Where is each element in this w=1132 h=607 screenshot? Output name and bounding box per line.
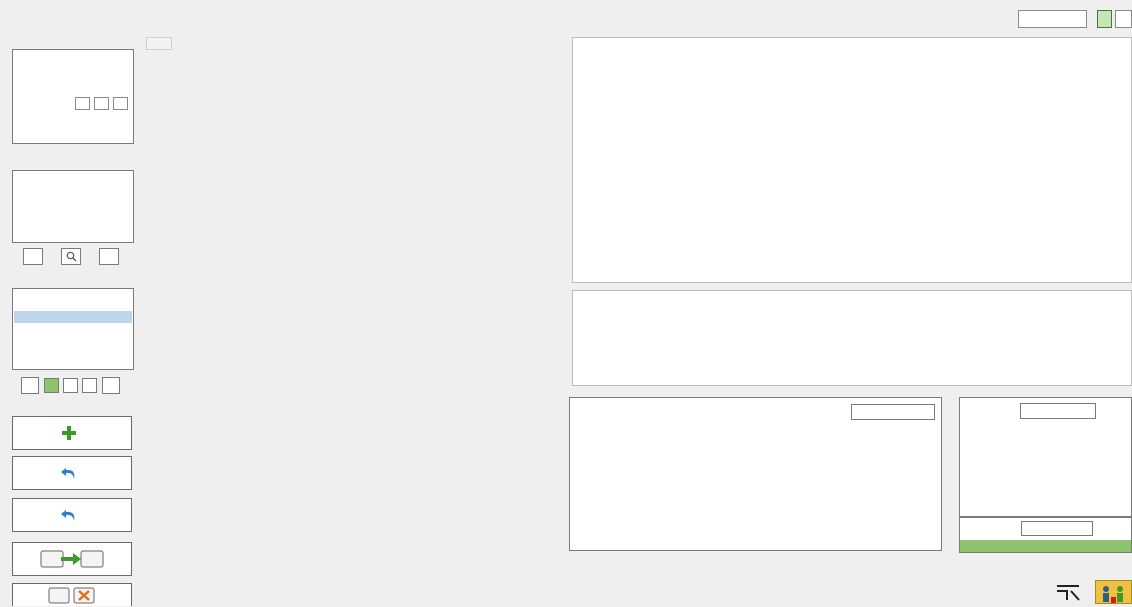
notes-panel — [959, 397, 1132, 517]
row-num-header — [147, 38, 172, 50]
undo-arrow-icon — [60, 507, 78, 523]
abbrecher-panel — [959, 517, 1132, 553]
next-person-button[interactable] — [102, 377, 120, 394]
filter-xx-button[interactable] — [75, 97, 90, 110]
plus-icon — [61, 425, 77, 441]
week-gantt-chart — [572, 37, 1132, 283]
person-overview-panel — [12, 288, 134, 370]
prev-household-button[interactable] — [23, 248, 43, 265]
delete-icon — [47, 585, 97, 605]
transfer-button[interactable] — [12, 542, 132, 576]
person-i8-button[interactable] — [82, 378, 97, 393]
trips-table — [146, 37, 545, 50]
u-button[interactable] — [1097, 10, 1112, 28]
refresh-notes-button[interactable] — [1020, 403, 1096, 419]
undo-person-button[interactable] — [12, 498, 132, 532]
add-weg-button[interactable] — [12, 416, 132, 450]
undo-weg-button[interactable] — [12, 456, 132, 490]
institute-logo — [1053, 580, 1083, 604]
undo-arrow-icon — [60, 465, 78, 481]
screen-transfer-icon — [37, 548, 107, 570]
gantt-svg — [573, 38, 1132, 284]
filter-ok-button[interactable] — [94, 97, 109, 110]
next-household-button[interactable] — [99, 248, 119, 265]
more-info-button[interactable] — [851, 404, 935, 420]
person-ok-button[interactable] — [44, 378, 59, 393]
search-household-button[interactable] — [61, 248, 81, 265]
project-logo — [1095, 580, 1132, 604]
hh-info-panel — [12, 170, 134, 243]
prev-person-button[interactable] — [21, 377, 39, 394]
search-icon — [66, 251, 77, 262]
people-icon — [1096, 581, 1132, 605]
person-info-panel — [569, 397, 942, 551]
filter-i8-button[interactable] — [113, 97, 128, 110]
legend-panel — [572, 290, 1132, 386]
abbrecher-value — [960, 540, 1131, 552]
person-item-1[interactable] — [14, 311, 132, 323]
a-button[interactable] — [1115, 10, 1132, 28]
status-panel — [12, 49, 134, 144]
initialize-button[interactable] — [1018, 10, 1087, 28]
person-xx-button[interactable] — [63, 378, 78, 393]
delete-button[interactable] — [12, 583, 132, 606]
logo-icon — [1053, 580, 1083, 604]
change-abbrecher-button[interactable] — [1021, 521, 1093, 536]
notes-textarea[interactable] — [964, 424, 1127, 512]
